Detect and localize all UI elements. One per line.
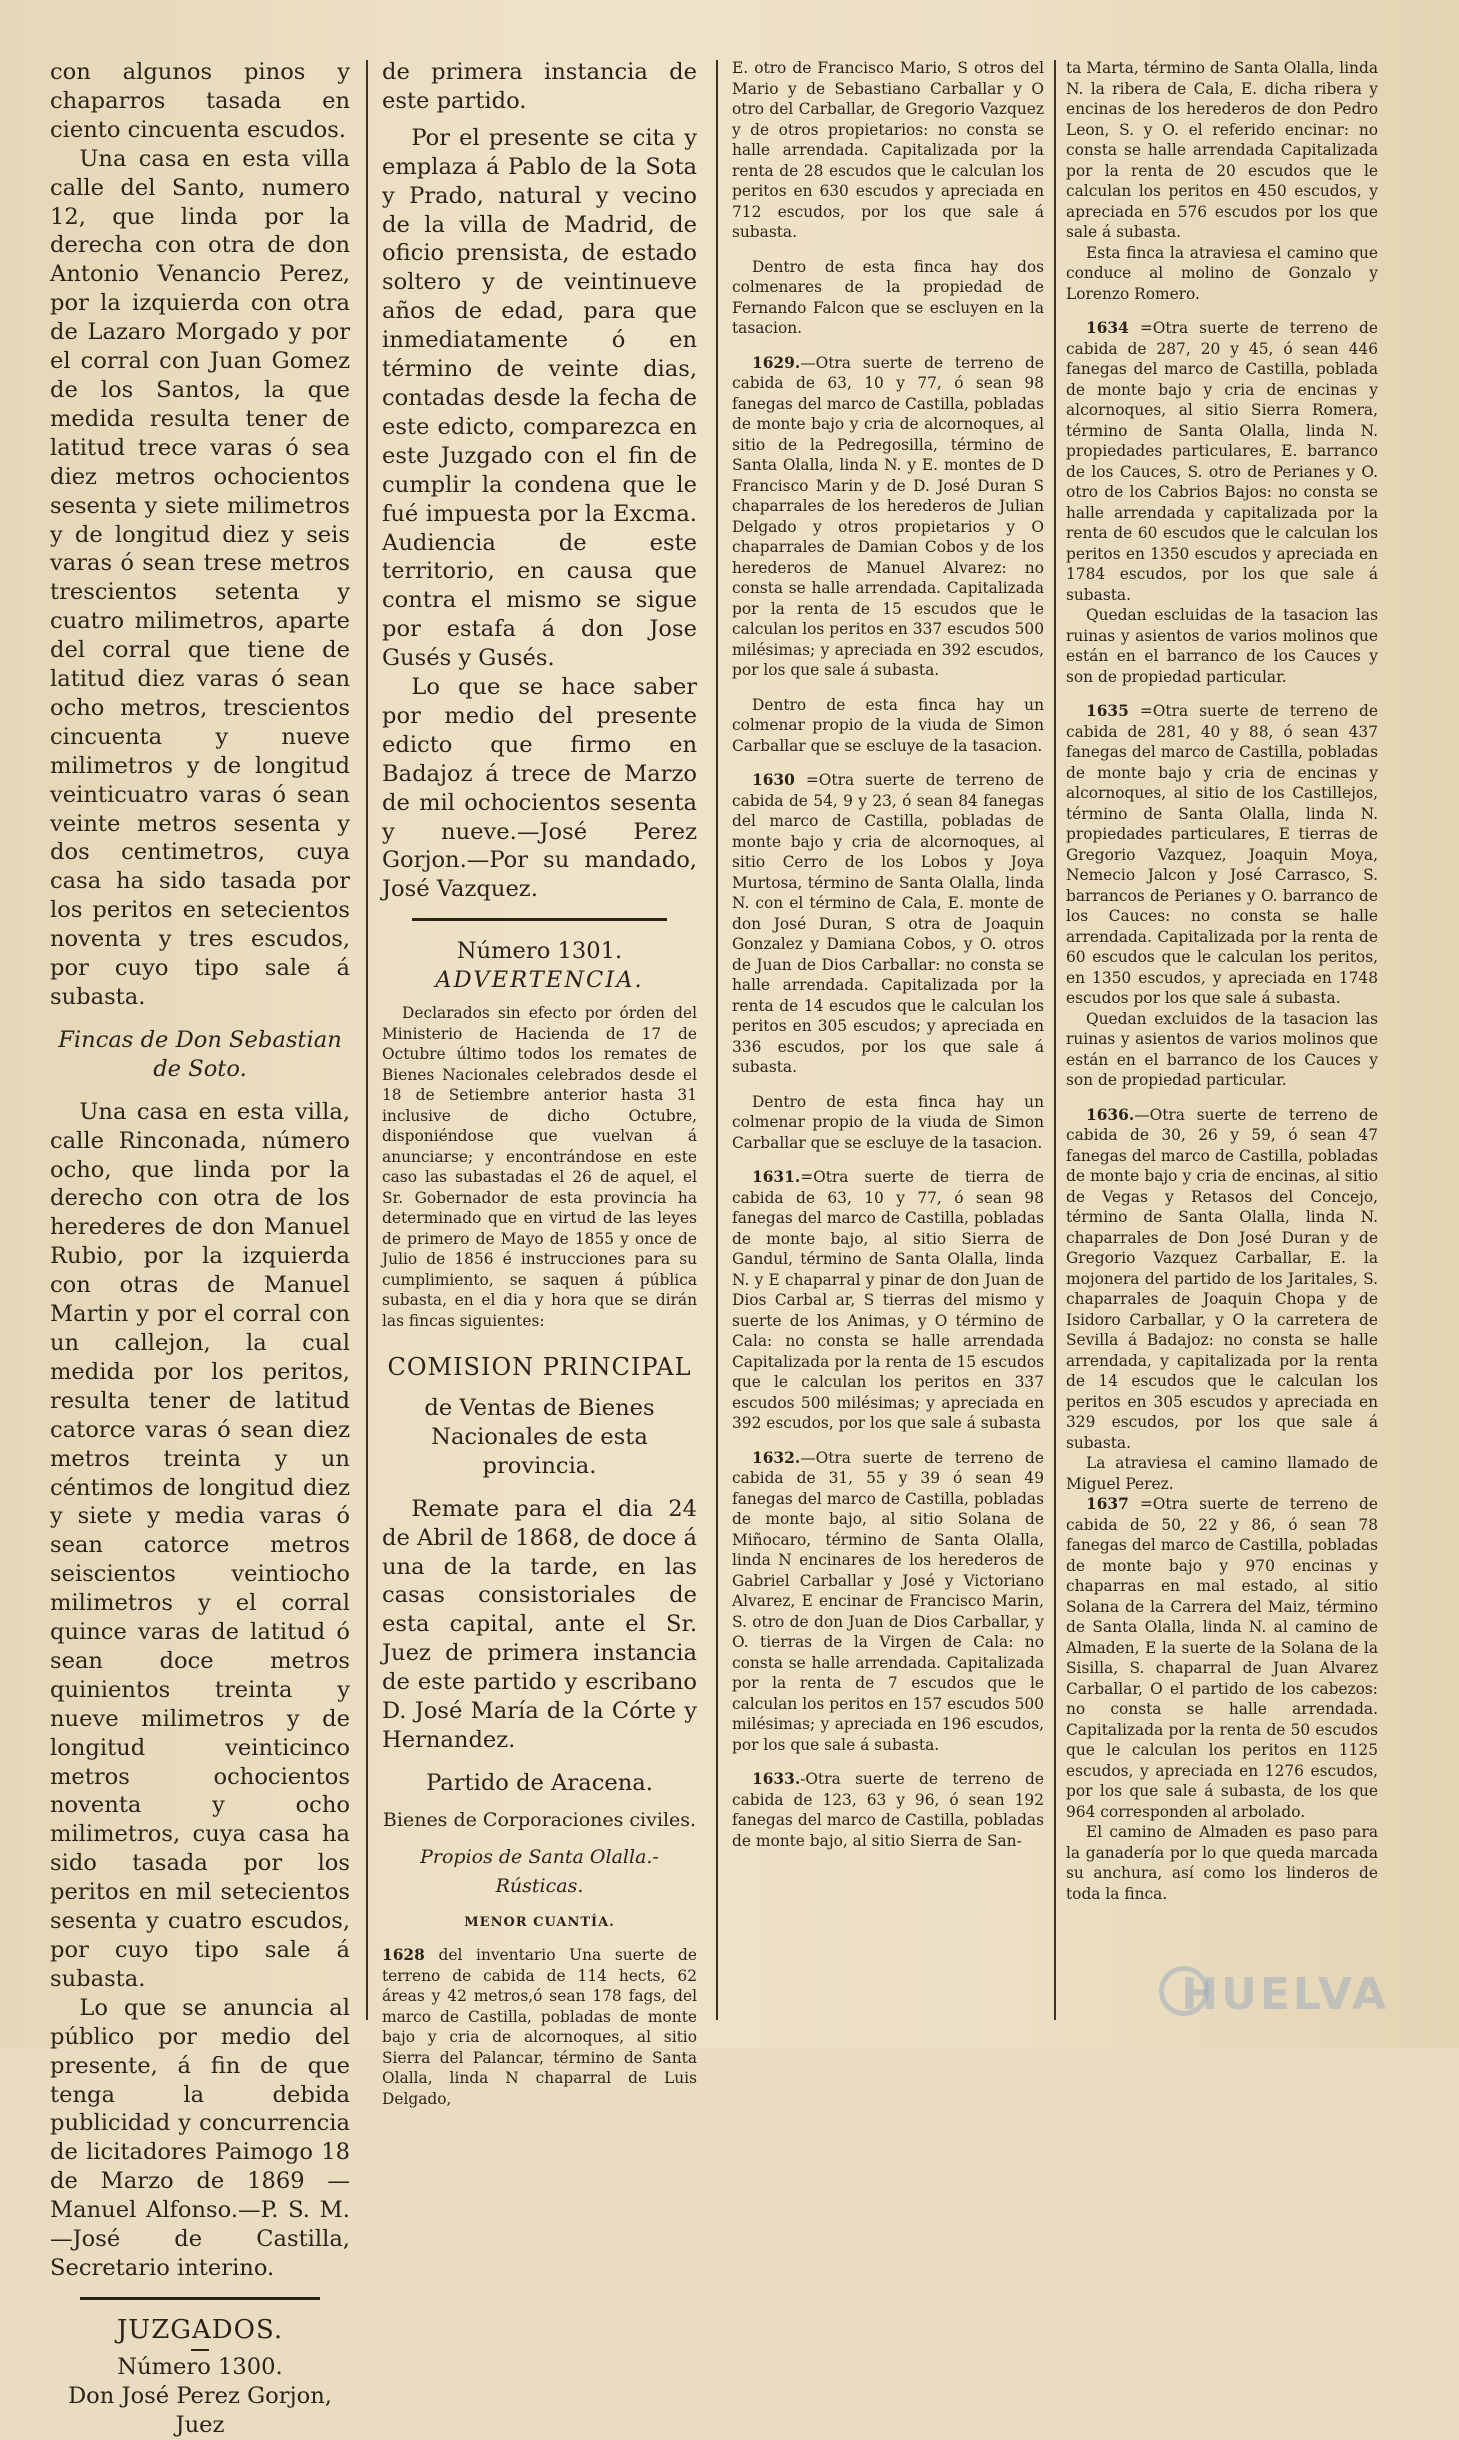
- paragraph: Don José Perez Gorjon, Juez: [68, 2382, 332, 2438]
- paragraph: [732, 1769, 1044, 1851]
- lot-text: del inventario Una suerte de terreno de cabida de 114 hects, 62 áreas y 42 metros,ó sean 178 fags, del marco de Castilla, pobladas de monte bajo y cria de alcornoques, al sitio Sierra del Palancar, término de Santa Olalla, linda N chaparral de Luis Delgado,: [382, 1946, 697, 2108]
- lot-number: 1633.: [752, 1770, 801, 1788]
- lot-text: -Otra suerte de terreno de cabida de 123, 63 y 96, ó sean 192 fanegas del marco de Castilla, pobladas de monte bajo, al sitio Sierra de San-: [732, 1770, 1044, 1850]
- paragraph: [1066, 1105, 1378, 1454]
- paragraph: Dentro de esta finca hay dos colmenares de la propiedad de Fernando Falcon que se escluyen en la tasacion.: [732, 257, 1044, 337]
- paragraph: Quedan excluidos de la tasacion las ruinas y asientos de varios molinos que están en el barranco de los Cauces y son de propiedad particular.: [1066, 1009, 1378, 1089]
- section-heading: Fincas de Don Sebastian de Soto.: [58, 1026, 342, 1082]
- short-rule: [191, 2349, 209, 2351]
- subheading: Partido de Aracena.: [426, 1769, 653, 1796]
- lot-number: 1637: [1086, 1495, 1129, 1513]
- paragraph: [1066, 701, 1378, 1009]
- paragraph: [732, 1167, 1044, 1434]
- paragraph: Dentro de esta finca hay un colmenar propio de la viuda de Simon Carballar que se escluye de la tasacion.: [732, 695, 1044, 755]
- lot-number: 1635: [1086, 702, 1129, 720]
- paragraph: E. otro de Francisco Mario, S otros del Mario y de Sebastiano Carballar y O otro del Carballar, de Gregorio Vazquez y de otros propietarios: no consta se halle arrendada. Capitalizada por la renta de 28 escudos que le calculan los peritos en 630 escudos y apreciada en 712 escudos, por los que sale á subasta.: [732, 59, 1044, 241]
- paragraph: [1066, 318, 1378, 605]
- watermark: HUELVA: [1181, 1969, 1389, 2020]
- section-heading: ADVERTENCIA.: [435, 967, 644, 994]
- paragraph: Esta finca la atraviesa el camino que conduce al molino de Gonzalo y Lorenzo Romero.: [1066, 243, 1378, 303]
- lot-text: =Otra suerte de terreno de cabida de 54, 9 y 23, ó sean 84 fanegas del marco de Castilla, pobladas de monte bajo y cria de alcornoques, al sitio Cerro de los Lobos y Joya Murtosa, término de Santa Olalla, linda N. con el término de Cala, E. monte de don José Duran, S otra de Joaquin Gonzalez y Damiana Cobos, y O. otros de Juan de Dios Carballar: no consta se halle arrendada. Capitalizada por la renta de 14 escudos que le calculan los peritos en 305 escudos; y apreciada en 336 escudos, por los que sale á subasta.: [732, 771, 1044, 1076]
- column-divider: [366, 60, 368, 2020]
- lot-number: 1628: [382, 1946, 425, 1965]
- lot-text: =Otra suerte de tierra de cabida de 63, 10 y 77, ó sean 98 fanegas del marco de Castilla, pobladas de monte bajo, al sitio Sierra de Gandul, término de Santa Olalla, linda N. y E chaparral y pinar de don Juan de Dios Carbal ar, S tierras del mismo y suerte de los Animas, y O término de Cala: no consta se halle arrendada Capitalizada por la renta de 15 escudos que le calculan los peritos en 337 escudos 500 milésimas; y apreciada en 392 escudos, por los que sale á subasta: [732, 1168, 1044, 1432]
- paragraph: Lo que se hace saber por medio del presente edicto que firmo en Badajoz á trece de Marzo de mil ochocientos sesenta y nueve.—José Perez Gorjon.—Por su mandado, José Vazquez.: [382, 674, 697, 903]
- paragraph: Una casa en esta villa calle del Santo, numero 12, que linda por la derecha con otra de don Antonio Venancio Perez, por la izquierda con otra de Lazaro Morgado y por el corral con Juan Gomez de los Santos, la que medida resulta tener de latitud trece varas ó sea diez metros ochocientos sesenta y siete milimetros y de longitud diez y seis varas ó sean trese metros trescientos setenta y cuatro milimetros, aparte del corral que tiene de latitud diez varas ó sean ocho metros, trescientos cincuenta y nueve milimetros y de longitud veinticuatro varas ó sean veinte metros sesenta y dos centimetros, cuya casa ha sido tasada por los peritos en setecientos noventa y tres escudos, por cuyo tipo sale á subasta.: [50, 145, 350, 1010]
- paragraph: Remate para el dia 24 de Abril de 1868, de doce á una de la tarde, en las casas consistoriales de esta capital, ante el Sr. Juez de primera instancia de este partido y escribano D. José María de la Córte y Hernandez.: [382, 1495, 697, 1753]
- section-rule: [412, 918, 667, 921]
- column-4: [1066, 58, 1378, 2038]
- paragraph: El camino de Almaden es paso para la ganadería por lo que queda marcada su anchura, así como los linderos de toda la finca.: [1066, 1823, 1378, 1903]
- subheading: Bienes de Corporaciones civiles.: [382, 1808, 697, 1831]
- lot-text: —Otra suerte de terreno de cabida de 31, 55 y 39 ó sean 49 fanegas del marco de Castilla, pobladas de monte bajo, al sitio Solana de Miñocaro, término de Santa Olalla, linda N encinares de los herederos de Gabriel Carballar y José y Victoriano Alvarez, E encinar de Francisco Marin, S. otro de don Juan de Dios Carballar, y O. tierras de la Virgen de Cala: no consta se halle arrendada. Capitalizada por la renta de 7 escudos que le calculan los peritos en 157 escudos 500 milésimas; y apreciada en 196 escudos, por los que sale á subasta.: [732, 1448, 1044, 1754]
- paragraph: [732, 770, 1044, 1078]
- paragraph: [732, 353, 1044, 681]
- paragraph: ta Marta, término de Santa Olalla, linda N. la ribera de Cala, E. dicha ribera y encinas de los herederos de don Pedro Leon, S. y O. el referido encinar: no consta se halle arrendada Capitalizada por la renta de 20 escudos que le calculan los peritos en 450 escudos, y apreciada en 576 escudos por los que sale á subasta.: [1066, 59, 1378, 241]
- paragraph: con algunos pinos y chaparros tasada en ciento cincuenta escudos.: [50, 59, 350, 143]
- column-divider: [1054, 60, 1056, 2020]
- paragraph: Una casa en esta villa, calle Rinconada, número ocho, que linda por la derecho con otra de los herederes de don Manuel Rubio, por la izquierda con otras de Manuel Martin y por el corral con un callejon, la cual medida por los peritos, resulta tener de latitud catorce varas ó sean diez metros treinta y un céntimos de longitud diez y siete y media varas ó sean catorce metros seiscientos veintiocho milimetros y el corral quince varas de latitud ó sean doce metros quinientos treinta y nueve milimetros y de longitud veinticinco metros ochocientos noventa y ocho milimetros, cuya casa ha sido tasada por los peritos en mil setecientos sesenta y cuatro escudos, por cuyo tipo sale á subasta.: [50, 1098, 350, 1992]
- subheading: MENOR CUANTÍA.: [464, 1914, 615, 1930]
- paragraph: [1066, 1494, 1378, 1822]
- paragraph: Dentro de esta finca hay un colmenar propio de la viuda de Simon Carballar que se escluye de la tasacion.: [732, 1092, 1044, 1152]
- notice-number: Número 1301.: [456, 938, 623, 965]
- section-heading: COMISION PRINCIPAL: [387, 1353, 692, 1382]
- section-heading: JUZGADOS.: [116, 2314, 284, 2345]
- lot-number: 1630: [752, 771, 795, 789]
- lot-text: =Otra suerte de terreno de cabida de 281, 40 y 88, ó sean 437 fanegas del marco de Castilla, pobladas de monte bajo y cria de encinas y alcornoques, al sitio de los Castillejos, término de Santa Olalla, linda N. propiedades particulares, E tierras de Gregorio Vazquez, Joaquin Moya, Nemecio Jalcon y José Carrasco, S. barrancos de Perianes y O. barranco de los Cauces: no consta se halle arrendada. Capitalizada por la renta de 60 escudos que le calculan los peritos, en 1350 escudos, y apreciada en 1748 escudos por los que sale á subasta.: [1066, 702, 1378, 1007]
- lot-text: =Otra suerte de terreno de cabida de 287, 20 y 45, ó sean 446 fanegas del marco de Castilla, poblada de monte bajo y cria de encinas y alcornoques, al sitio Sierra Romera, término de Santa Olalla, linda N. propiedades particulares, E. barranco de los Cauces, S. otro de Perianes y O. otro de los Cabrios Bajos: no consta se halle arrendada y capitalizada por la renta de 60 escudos que le calculan los peritos en 1350 escudos y apreciada en 1784 escudos, por los que sale á subasta.: [1066, 319, 1378, 604]
- column-2: [382, 58, 697, 2108]
- column-3: [732, 58, 1044, 2038]
- lot-text: —Otra suerte de terreno de cabida de 63, 10 y 77, ó sean 98 fanegas del marco de Castilla, pobladas de monte bajo y cria de alcornoques, al sitio de la Pedregosilla, término de Santa Olalla, linda N. y E. montes de D Francisco Marin y de D. José Duran S chaparrales de los herederos de Julian Delgado y otros propietarios y O chaparrales de Damian Cobos y de los herederos de Manuel Alvarez: no consta se halle arrendada. Capitalizada por la renta de 15 escudos que le calculan los peritos en 337 escudos 500 milésimas; y apreciada en 392 escudos, por los que sale á subasta.: [732, 353, 1044, 679]
- lot-number: 1629.: [752, 353, 801, 372]
- paragraph: de primera instancia de este partido.: [382, 59, 697, 114]
- paragraph: La atraviesa el camino llamado de Miguel Perez.: [1066, 1454, 1378, 1493]
- paragraph: [382, 1945, 697, 2109]
- column-divider: [716, 60, 718, 2020]
- notice-number: Número 1300.: [117, 2353, 283, 2380]
- lot-number: 1631.: [752, 1168, 801, 1186]
- paragraph: Lo que se anuncia al público por medio del presente, á fin de que tenga la debida publicidad y concurrencia de licitadores Paimogo 18 de Marzo de 1869 —Manuel Alfonso.—P. S. M.—José de Castilla, Secretario interino.: [50, 1994, 350, 2281]
- subheading: Propios de Santa Olalla.-Rústicas.: [420, 1845, 659, 1897]
- lot-number: 1636.: [1086, 1105, 1135, 1124]
- paragraph: Quedan escluidas de la tasacion las ruinas y asientos de varios molinos que están en el barranco de los Cauces y son de propiedad particular.: [1066, 606, 1378, 686]
- paragraph: [732, 1448, 1044, 1756]
- section-rule: [80, 2297, 320, 2300]
- paragraph: Por el presente se cita y emplaza á Pablo de la Sota y Prado, natural y vecino de la villa de Madrid, de oficio prensista, de estado soltero y de veintinueve años de edad, para que inmediatamente ó en término de veinte dias, contadas desde la fecha de este edicto, comparezca en este Juzgado con el fin de cumplir la condena que le fué impuesta por la Excma. Audiencia de este territorio, en causa que contra el mismo se sigue por estafa á don Jose Gusés y Gusés.: [382, 124, 697, 672]
- lot-number: 1632.: [752, 1448, 801, 1467]
- subheading: de Ventas de Bienes Nacionales de esta provincia.: [424, 1395, 655, 1479]
- paragraph: Declarados sin efecto por órden del Ministerio de Hacienda de 17 de Octubre último todos los remates de Bienes Nacionales celebrados desde el 18 de Setiembre anterior hasta 31 inclusive de dicho Octubre, disponiéndose que vuelvan á anunciarse; y encontrándose en este caso las subastadas el 26 de aquel, el Sr. Gobernador de esta provincia ha determinado que en virtud de las leyes de primero de Mayo de 1855 y once de Julio de 1856 é instrucciones para su cumplimiento, se saquen á pública subasta, en el dia y hora que se dirán las fincas siguientes:: [382, 1004, 697, 1330]
- column-1: [50, 58, 350, 2438]
- lot-number: 1634: [1086, 319, 1129, 337]
- lot-text: —Otra suerte de terreno de cabida de 30, 26 y 59, ó sean 47 fanegas del marco de Castilla, pobladas de monte bajo y cria de encinas, al sitio de Vegas y Retasos del Concejo, término de Santa Olalla, linda N. chaparrales de Don José Duran y de Gregorio Vazquez Carballar, E. la mojonera del partido de los Jaritales, S. chaparrales de Joaquin Chopa y de Isidoro Carballar, y O la carretera de Sevilla á Badajoz: no consta se halle arrendada, y capitalizada por la renta de 14 escudos que le calculan los peritos en 305 escudos y apreciada en 329 escudos, por los que sale á subasta.: [1066, 1105, 1378, 1452]
- lot-text: =Otra suerte de terreno de cabida de 50, 22 y 86, ó sean 78 fanegas del marco de Castilla, pobladas de monte bajo y 970 encinas y chaparras en mal estado, al sitio Solana de la Carrera del Maiz, término de Santa Olalla, linda N. al camino de Almaden, E la suerte de la Solana de la Sisilla, S. chaparral de Juan Alvarez Carballar, O el partido de los cabezos: no consta se halle arrendada. Capitalizada por la renta de 50 escudos que le calculan los peritos en 1125 escudos, y apreciada en 1276 escudos, por los que sale á subasta, de los que 964 corresponden al arbolado.: [1066, 1495, 1378, 1821]
